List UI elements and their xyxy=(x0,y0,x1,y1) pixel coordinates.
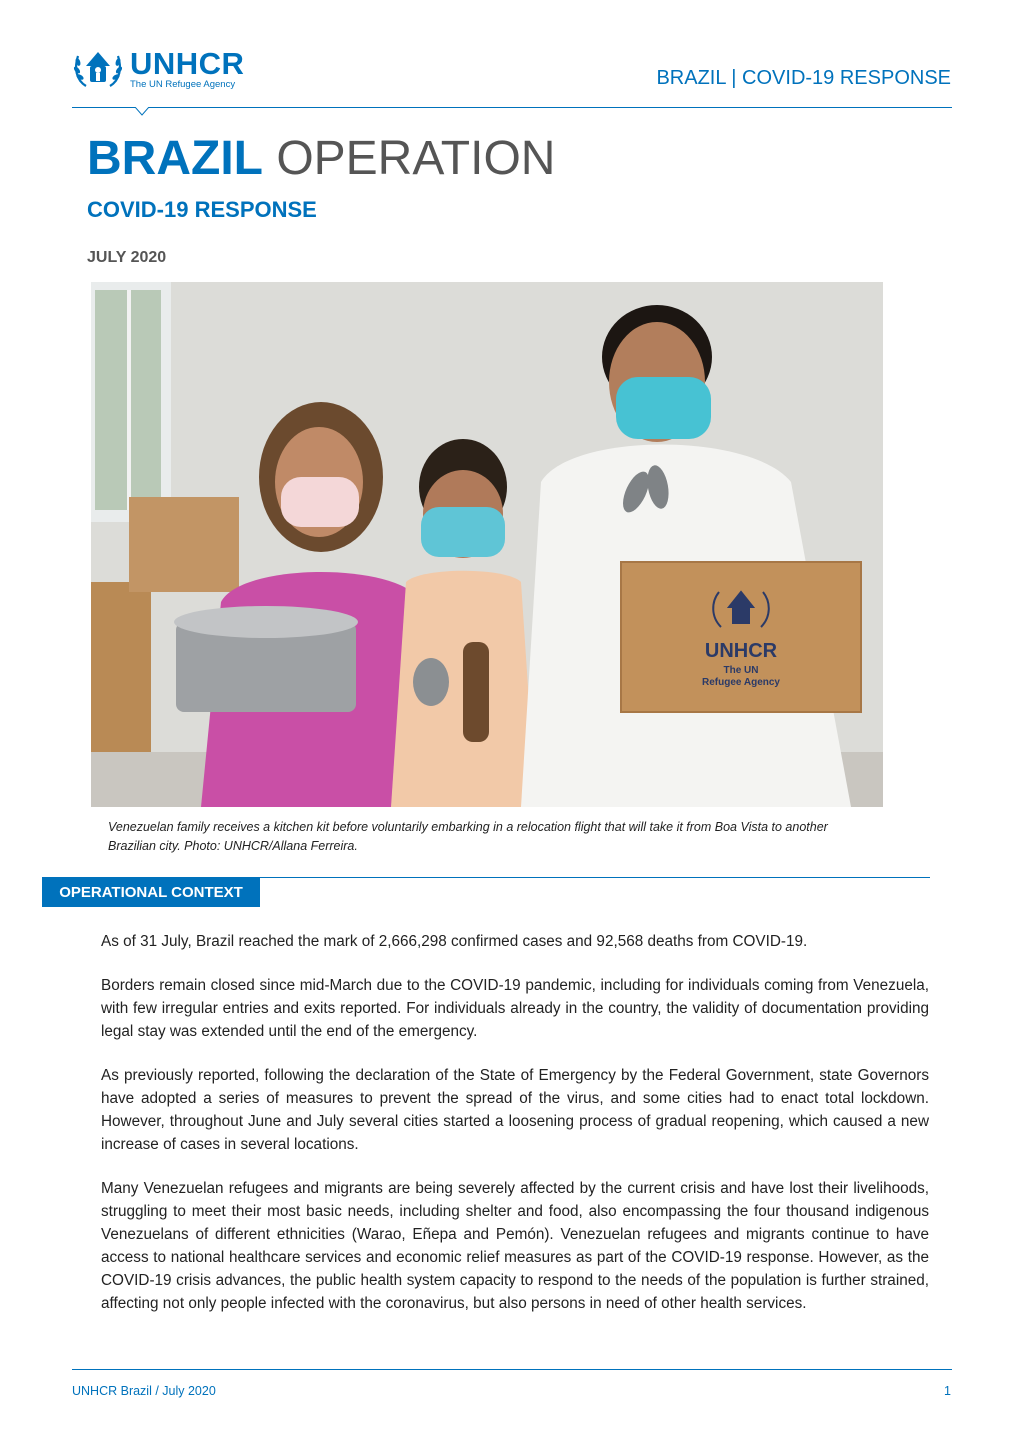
logo-subtitle: The UN Refugee Agency xyxy=(130,78,236,90)
cover-photo xyxy=(91,282,883,807)
box-logo-line2: Refugee Agency xyxy=(702,677,780,688)
paragraph: As previously reported, following the declaration of the State of Emergency by the Federal Government, state Governors have adopted a series of measures to prevent the spread of the virus, and some cities had to enact total lockdown. However, throughout June and July several cities started a loosening process of gradual reopening, which caused a new increase of cases in several locations. xyxy=(101,1067,929,1153)
unhcr-logo xyxy=(72,46,244,92)
header-notch-icon xyxy=(135,107,149,117)
logo-wordmark: UNHCR xyxy=(130,45,245,81)
footer-source: UNHCR Brazil / July 2020 xyxy=(72,1384,216,1398)
paragraph: Many Venezuelan refugees and migrants are being severely affected by the current crisis and have lost their livelihoods, struggling to meet their most basic needs, including shelter and food, also encompassing the four thousand indigenous Venezuelans of different ethnicities (Warao, Eñepa and Pemón). Venezuelan refugees and migrants continue to have access to national healthcare services and economic relief measures as part of the COVID-19 response. However, as the COVID-19 crisis advances, the public health system capacity to respond to the needs of the population is further strained, affecting not only people infected with the coronavirus, but also persons in need of other health services. xyxy=(101,1180,929,1312)
paragraph: Borders remain closed since mid-March due to the COVID-19 pandemic, including for individuals coming from Venezuela, with few irregular entries and exits reported. For individuals already in the country, the validity of documentation providing legal stay was extended until the end of the emergency. xyxy=(101,977,929,1040)
page-subtitle: COVID-19 RESPONSE xyxy=(87,197,317,222)
cover-photo-illustration xyxy=(91,282,883,807)
title-bold: BRAZIL xyxy=(87,132,263,185)
box-logo-line1: The UN xyxy=(723,665,759,676)
header-tag: BRAZIL | COVID-19 RESPONSE xyxy=(656,67,951,89)
operational-context-body xyxy=(101,930,929,1336)
section-heading: OPERATIONAL CONTEXT xyxy=(42,878,260,907)
paragraph: As of 31 July, Brazil reached the mark of 2,666,298 confirmed cases and 92,568 deaths from COVID-19. xyxy=(101,933,808,950)
page-number: 1 xyxy=(944,1384,951,1398)
photo-caption: Venezuelan family receives a kitchen kit before voluntarily embarking in a relocation flight that will take it from Boa Vista to another Brazilian city. Photo: UNHCR/Allana Ferreira. xyxy=(108,820,828,853)
page-title xyxy=(87,134,555,184)
report-date: JULY 2020 xyxy=(87,249,167,266)
header-divider xyxy=(72,107,952,108)
unhcr-laurel-emblem-icon xyxy=(72,46,124,92)
title-light: OPERATION xyxy=(276,132,556,185)
box-logo-name: UNHCR xyxy=(704,640,778,662)
footer-divider xyxy=(72,1369,952,1370)
